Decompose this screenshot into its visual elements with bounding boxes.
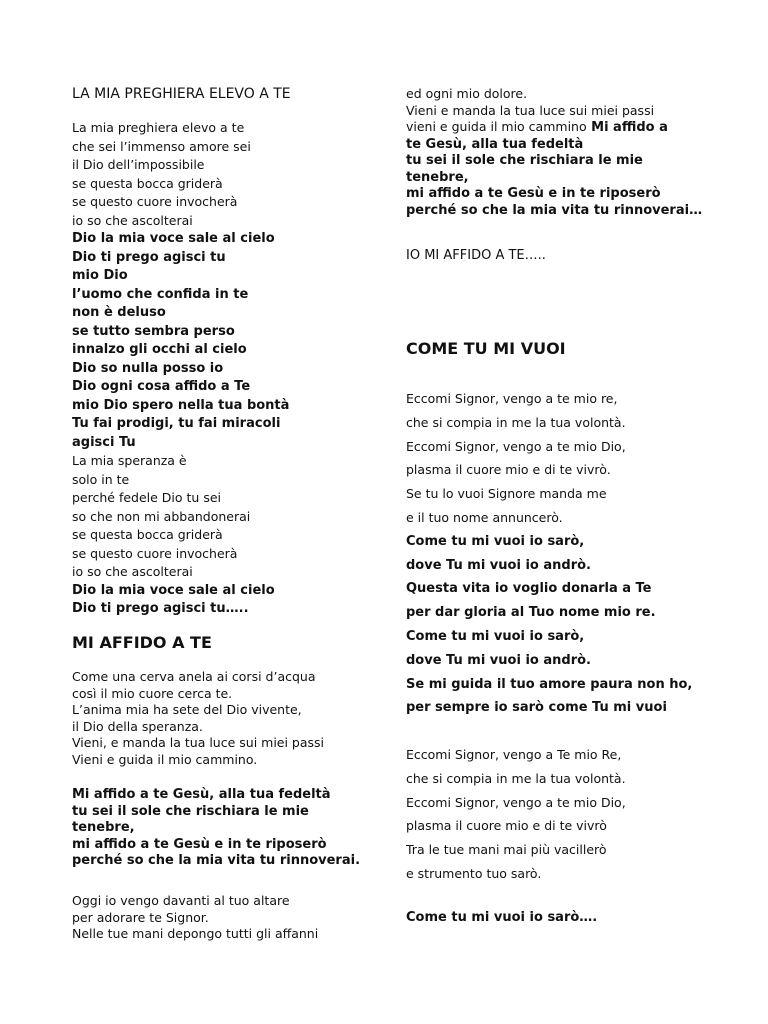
lyric-line bbox=[72, 669, 324, 686]
lyric-line bbox=[406, 673, 692, 697]
lyric-text: Eccomi Signor, vengo a te mio re, bbox=[406, 391, 618, 406]
lyric-line bbox=[72, 702, 324, 719]
lyric-line bbox=[406, 137, 702, 154]
lyric-line bbox=[406, 153, 702, 170]
lyric-text: il Dio dell’impossibile bbox=[72, 157, 205, 172]
lyric-text: Dio ti prego agisci tu bbox=[72, 249, 226, 265]
lyric-bold-tail: Mi affido a bbox=[586, 120, 668, 135]
lyric-text: che sei l’immenso amore sei bbox=[72, 138, 251, 154]
lyric-text: ed ogni mio dolore. bbox=[406, 86, 528, 101]
lyric-text: Come una cerva anela ai corsi d’acqua bbox=[72, 669, 316, 684]
lyric-line bbox=[72, 119, 289, 138]
lyric-text: Dio ogni cosa affido a Te bbox=[72, 379, 251, 394]
lyric-text: Come tu mi vuoi io sarò, bbox=[406, 533, 585, 549]
lyric-text: mi affido a te Gesù e in te riposerò bbox=[406, 186, 661, 201]
lyric-text: se tutto sembra perso bbox=[72, 323, 235, 339]
lyric-line bbox=[72, 138, 289, 157]
lyric-line bbox=[72, 471, 289, 490]
lyric-line bbox=[406, 601, 692, 625]
lyric-line bbox=[72, 360, 289, 379]
lyric-line bbox=[406, 625, 692, 649]
song3-stanza2 bbox=[406, 743, 626, 886]
lyric-line bbox=[406, 387, 692, 411]
lyric-line bbox=[72, 452, 289, 471]
lyric-text: La mia speranza è bbox=[72, 453, 187, 468]
lyric-line bbox=[406, 119, 702, 137]
lyric-line bbox=[72, 323, 289, 342]
lyric-line bbox=[72, 267, 289, 286]
lyric-text: se questo cuore invocherà bbox=[72, 545, 238, 561]
lyric-text: mio Dio spero nella tua bontà bbox=[72, 397, 290, 413]
lyric-text: io so che ascolterai bbox=[72, 564, 193, 579]
lyric-text: perché fedele Dio tu sei bbox=[72, 490, 221, 505]
lyric-line bbox=[72, 752, 324, 769]
lyric-text: Vieni, e manda la tua luce sui miei passi bbox=[72, 735, 325, 750]
lyric-text: tenebre, bbox=[72, 820, 135, 835]
lyric-text: perché so che la mia vita tu rinnoverai… bbox=[406, 202, 703, 218]
lyric-line bbox=[72, 156, 289, 175]
lyric-text: Eccomi Signor, vengo a te mio Dio, bbox=[406, 794, 626, 810]
lyric-line bbox=[406, 458, 692, 482]
lyric-line bbox=[72, 212, 289, 231]
lyric-line bbox=[406, 435, 692, 459]
lyric-text: mi affido a te Gesù e in te riposerò bbox=[72, 836, 327, 852]
lyric-text: Eccomi Signor, vengo a te mio Dio, bbox=[406, 438, 626, 454]
lyric-text: plasma il cuore mio e di te vivrò. bbox=[406, 462, 611, 478]
lyric-line bbox=[406, 530, 692, 554]
lyric-text: se questa bocca griderà bbox=[72, 175, 223, 191]
lyric-text: Vieni e manda la tua luce sui miei passi bbox=[406, 102, 655, 118]
lyric-text: Se mi guida il tuo amore paura non ho, bbox=[406, 676, 693, 692]
song2-ending: IO MI AFFIDO A TE….. bbox=[406, 248, 546, 263]
lyric-text: Vieni e guida il mio cammino. bbox=[72, 751, 258, 767]
song2-chorus bbox=[72, 787, 360, 870]
lyric-text: innalzo gli occhi al cielo bbox=[72, 342, 247, 357]
lyric-text: tu sei il sole che rischiara le mie bbox=[406, 153, 643, 168]
lyric-text: e strumento tuo sarò. bbox=[406, 865, 542, 881]
lyric-text: tu sei il sole che rischiara le mie bbox=[72, 803, 309, 819]
lyric-text: non è deluso bbox=[72, 305, 166, 320]
lyric-line bbox=[72, 286, 289, 305]
lyric-text: così il mio cuore cerca te. bbox=[72, 685, 233, 701]
lyric-line bbox=[72, 489, 289, 508]
lyric-text: e il tuo nome annuncerò. bbox=[406, 509, 563, 525]
lyric-text: solo in te bbox=[72, 471, 130, 487]
song2-verse1 bbox=[72, 669, 324, 768]
lyric-line bbox=[406, 696, 692, 720]
lyric-line bbox=[406, 862, 626, 886]
lyric-text: io so che ascolterai bbox=[72, 212, 193, 228]
lyric-line bbox=[72, 249, 289, 268]
lyric-line bbox=[72, 193, 289, 212]
lyric-line bbox=[72, 893, 318, 910]
lyric-line bbox=[406, 482, 692, 506]
lyric-text: so che non mi abbandonerai bbox=[72, 508, 251, 524]
lyric-line bbox=[72, 434, 289, 453]
lyric-line bbox=[406, 838, 626, 862]
lyric-line bbox=[406, 791, 626, 815]
song3-title: COME TU MI VUOI bbox=[406, 339, 566, 358]
lyric-line bbox=[72, 926, 318, 943]
lyric-line bbox=[406, 554, 692, 578]
lyric-text: Mi affido a te Gesù, alla tua fedeltà bbox=[72, 787, 331, 802]
song3-ending: Come tu mi vuoi io sarò…. bbox=[406, 910, 598, 925]
lyric-text: Dio ti prego agisci tu….. bbox=[72, 601, 249, 616]
lyric-text: La mia preghiera elevo a te bbox=[72, 120, 245, 135]
lyric-text: perché so che la mia vita tu rinnoverai. bbox=[72, 853, 361, 868]
lyric-text: Tu fai prodigi, tu fai miracoli bbox=[72, 416, 281, 431]
lyric-line bbox=[72, 853, 360, 870]
lyric-text: che si compia in me la tua volontà. bbox=[406, 770, 626, 786]
lyric-line bbox=[72, 837, 360, 854]
lyric-line bbox=[406, 506, 692, 530]
lyric-text: agisci Tu bbox=[72, 434, 136, 450]
lyric-line bbox=[72, 545, 289, 564]
lyric-text: Dio la mia voce sale al cielo bbox=[72, 582, 275, 598]
lyric-line bbox=[72, 600, 289, 619]
song2-title: MI AFFIDO A TE bbox=[72, 633, 212, 652]
lyric-line bbox=[72, 804, 360, 821]
lyric-text: per dar gloria al Tuo nome mio re. bbox=[406, 605, 656, 621]
lyric-text: per adorare te Signor. bbox=[72, 909, 209, 925]
lyric-line bbox=[406, 767, 626, 791]
lyric-text: Tra le tue mani mai più vacillerò bbox=[406, 842, 607, 858]
lyric-line bbox=[72, 563, 289, 582]
lyric-line bbox=[72, 910, 318, 927]
lyric-line bbox=[72, 820, 360, 837]
lyric-line bbox=[72, 526, 289, 545]
lyric-text: Se tu lo vuoi Signore manda me bbox=[406, 486, 607, 502]
lyric-text: Oggi io vengo davanti al tuo altare bbox=[72, 893, 290, 908]
lyric-line bbox=[72, 686, 324, 703]
song1-lyrics bbox=[72, 119, 289, 619]
song1-title: LA MIA PREGHIERA ELEVO A TE bbox=[72, 86, 291, 102]
lyric-text: che si compia in me la tua volontà. bbox=[406, 414, 626, 430]
song2-continued bbox=[406, 86, 702, 219]
lyric-text: te Gesù, alla tua fedeltà bbox=[406, 136, 584, 152]
lyric-text: se questa bocca griderà bbox=[72, 527, 223, 542]
lyric-line bbox=[72, 341, 289, 360]
lyric-text: plasma il cuore mio e di te vivrò bbox=[406, 818, 607, 834]
lyric-text: Dio la mia voce sale al cielo bbox=[72, 231, 275, 246]
lyric-text: l’uomo che confida in te bbox=[72, 286, 249, 302]
lyric-line bbox=[406, 649, 692, 673]
lyric-line bbox=[406, 814, 626, 838]
lyric-text: vieni e guida il mio cammino bbox=[406, 119, 587, 134]
song3-stanza1 bbox=[406, 387, 692, 720]
lyric-text: Nelle tue mani depongo tutti gli affanni bbox=[72, 926, 319, 941]
lyric-text: il Dio della speranza. bbox=[72, 718, 203, 734]
lyric-line bbox=[406, 411, 692, 435]
lyric-line bbox=[72, 230, 289, 249]
lyric-line bbox=[72, 415, 289, 434]
lyric-text: L’anima mia ha sete del Dio vivente, bbox=[72, 702, 302, 717]
lyric-line bbox=[72, 735, 324, 752]
lyric-line bbox=[72, 397, 289, 416]
lyric-line bbox=[72, 787, 360, 804]
lyric-text: Eccomi Signor, vengo a Te mio Re, bbox=[406, 747, 622, 762]
lyric-text: Questa vita io voglio donarla a Te bbox=[406, 581, 652, 597]
lyric-line bbox=[72, 175, 289, 194]
lyric-line bbox=[406, 203, 702, 220]
lyric-text: dove Tu mi vuoi io andrò. bbox=[406, 652, 591, 668]
lyric-line bbox=[72, 719, 324, 736]
lyric-line bbox=[406, 186, 702, 203]
lyric-text: dove Tu mi vuoi io andrò. bbox=[406, 557, 591, 573]
lyric-line bbox=[72, 508, 289, 527]
lyric-line bbox=[406, 103, 702, 120]
lyric-line bbox=[72, 582, 289, 601]
lyric-text: Come tu mi vuoi io sarò, bbox=[406, 628, 585, 644]
lyric-text: Dio so nulla posso io bbox=[72, 360, 224, 376]
lyric-line bbox=[72, 378, 289, 397]
lyric-line bbox=[406, 170, 702, 187]
lyric-text: tenebre, bbox=[406, 169, 469, 185]
lyric-text: mio Dio bbox=[72, 268, 128, 283]
lyric-line bbox=[406, 743, 626, 767]
lyric-line bbox=[406, 577, 692, 601]
lyric-line bbox=[72, 304, 289, 323]
lyric-line bbox=[406, 86, 702, 103]
lyric-text: se questo cuore invocherà bbox=[72, 194, 238, 209]
song2-verse2 bbox=[72, 893, 318, 943]
lyric-text: per sempre io sarò come Tu mi vuoi bbox=[406, 700, 667, 716]
